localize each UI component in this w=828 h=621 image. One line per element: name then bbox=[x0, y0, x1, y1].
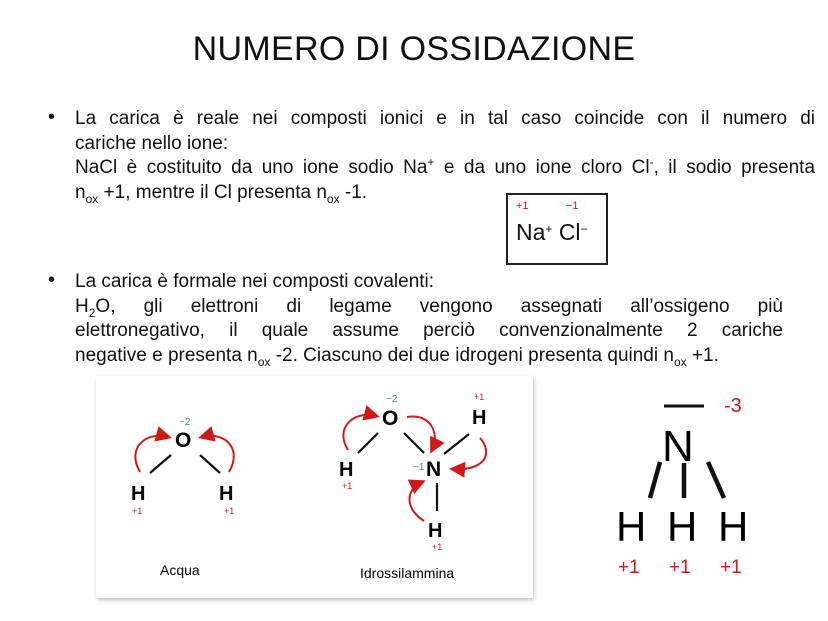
bullet-2-line-3: elettronegativo, il quale assume perciò convenzionalmente 2 cariche bbox=[75, 320, 783, 341]
bullet-1-example-line-1: NaCl è costituito da uno ione sodio Na+ e da uno ione cloro Cl-, il sodio presenta bbox=[75, 155, 816, 178]
water-bond-left bbox=[150, 455, 171, 473]
hydroxylamine-h-left-charge: +1 bbox=[342, 481, 353, 491]
bullet-1-text bbox=[75, 107, 815, 205]
water-bond-right bbox=[200, 455, 220, 473]
hydroxylamine-o-atom: O bbox=[382, 407, 399, 430]
hydroxylamine-h-top-charge: +1 bbox=[474, 392, 485, 402]
bullet-1-line-2: cariche nello ione: bbox=[75, 132, 229, 154]
water-electron-arrow-right bbox=[202, 436, 234, 472]
ammonia-h-3-charge: +1 bbox=[720, 557, 742, 578]
bullet-marker: • bbox=[48, 269, 56, 291]
bullet-2-text bbox=[75, 270, 783, 368]
ammonia-h-3: H bbox=[718, 503, 749, 550]
water-o-charge: −2 bbox=[179, 417, 191, 428]
hydroxylamine-arrow-o-h bbox=[343, 415, 376, 450]
hydroxylamine-bond-o-h bbox=[358, 433, 378, 453]
molecule-figure bbox=[96, 376, 533, 598]
molecule-figure-panel bbox=[96, 376, 533, 598]
ammonia-h-2: H bbox=[667, 503, 698, 550]
hydroxylamine-n-atom: N bbox=[426, 458, 442, 481]
ammonia-h-2-charge: +1 bbox=[669, 557, 691, 578]
bullet-1-line-1: La carica è reale nei composti ionici e in tal caso coincide con il numero di bbox=[75, 108, 815, 129]
hydroxylamine-n-charge: −1 bbox=[413, 462, 425, 473]
ammonia-h-1: H bbox=[616, 503, 647, 550]
bullet-2-line-4: negative e presenta $n_{ox}$ -2. Ciascuno dei due idrogeni presenta quindi $n_{ox} +1$. bbox=[75, 344, 719, 369]
ammonia-bond-left bbox=[650, 462, 660, 498]
water-h-right-charge: +1 bbox=[224, 506, 235, 516]
water-electron-arrow-left bbox=[135, 436, 168, 472]
bullet-1-example-line-2: $n_{ox} +1$, mentre il Cl presenta $n_{ox}$ -1. bbox=[75, 181, 368, 206]
ammonia-structure bbox=[600, 385, 780, 585]
water-h-right: H bbox=[219, 483, 234, 505]
bullet-2-line-2: $H_2O$, gli elettroni di legame vengono assegnati all’ossigeno più bbox=[75, 295, 783, 320]
hydroxylamine-h-top: H bbox=[472, 407, 487, 429]
na-ox-number: +1 bbox=[516, 200, 529, 212]
nacl-box bbox=[506, 193, 608, 265]
hydroxylamine-h-left: H bbox=[339, 459, 354, 481]
water-o-atom: O bbox=[175, 429, 192, 452]
hydroxylamine-h-bottom: H bbox=[428, 520, 443, 542]
nacl-formula: Na+ Cl− bbox=[516, 219, 588, 245]
ammonia-bond-right bbox=[708, 462, 724, 498]
bullet-marker: • bbox=[48, 106, 56, 128]
hydroxylamine-arrow-h-n-bottom bbox=[410, 482, 425, 521]
hydroxylamine-bond-n-h-top bbox=[444, 434, 469, 454]
bullet-2-line-1: La carica è formale nei composti covalenti: bbox=[75, 271, 435, 292]
hydroxylamine-arrow-o-n bbox=[407, 417, 435, 450]
ammonia-n-atom: N bbox=[662, 422, 694, 471]
ammonia-h-1-charge: +1 bbox=[618, 557, 640, 578]
water-h-left: H bbox=[131, 483, 146, 505]
hydroxylamine-h-bottom-charge: +1 bbox=[432, 542, 443, 552]
hydroxylamine-o-charge: −2 bbox=[386, 394, 398, 405]
ammonia-n-charge: -3 bbox=[724, 395, 742, 417]
cl-ox-number: −1 bbox=[566, 200, 579, 212]
hydroxylamine-caption: Idrossilammina bbox=[360, 565, 455, 581]
water-h-left-charge: +1 bbox=[132, 506, 143, 516]
water-caption: Acqua bbox=[160, 562, 200, 578]
hydroxylamine-bond-o-n bbox=[404, 433, 424, 453]
page-title: NUMERO DI OSSIDAZIONE bbox=[192, 30, 636, 68]
